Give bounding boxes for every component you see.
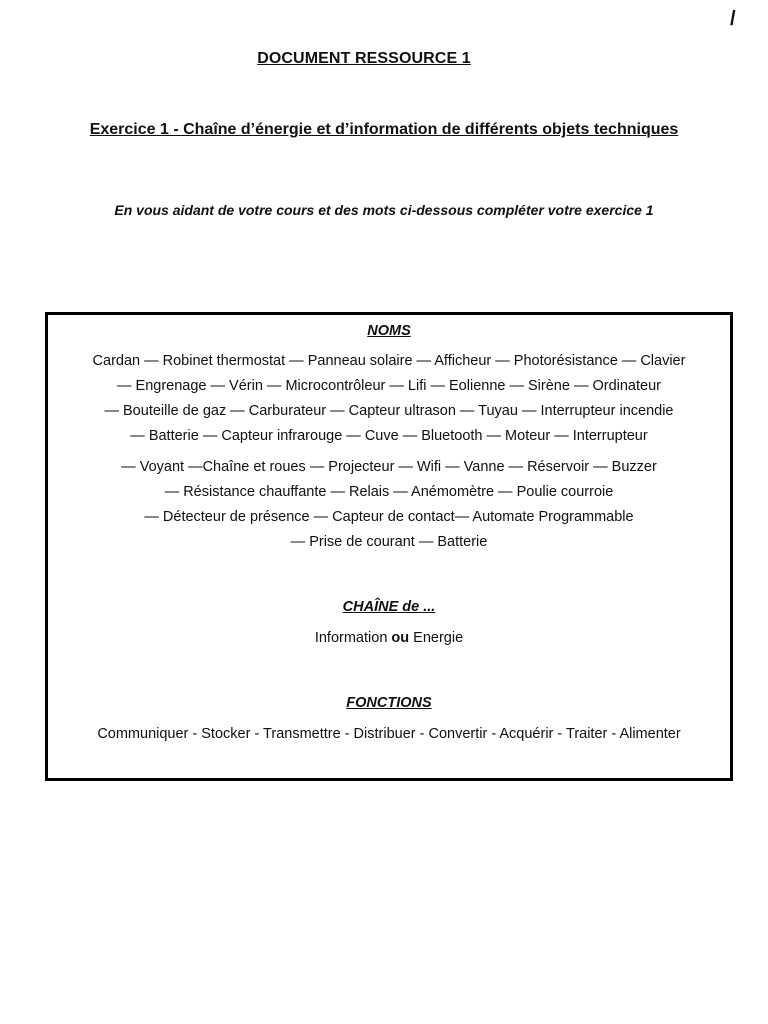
document-title: DOCUMENT RESSOURCE 1 [257,50,471,67]
chain-option-energie: Energie [413,630,464,646]
names-line: — Bouteille de gaz — Carburateur — Capteur ultrason — Tuyau — Interrupteur incendie [104,403,674,419]
names-line: — Résistance chauffante — Relais — Anémomètre — Poulie courroie [164,484,614,500]
page-mark: / [730,8,736,30]
functions-heading: FONCTIONS [346,695,432,711]
instruction-text: En vous aidant de votre cours et des mots ci-dessous compléter votre exercice 1 [114,202,654,218]
names-heading: NOMS [367,323,411,339]
names-line: — Voyant —Chaîne et roues — Projecteur — Wifi — Vanne — Réservoir — Buzzer [121,459,657,475]
names-list [48,349,730,555]
names-line: — Prise de courant — Batterie [290,534,488,550]
names-line: Cardan — Robinet thermostat — Panneau solaire — Afficheur — Photorésistance — Clavier [92,353,686,369]
chain-heading: CHAÎNE de ... [342,599,436,615]
names-line: — Batterie — Capteur infrarouge — Cuve — Bluetooth — Moteur — Interrupteur [130,428,648,444]
chain-options [48,630,730,646]
exercise-title: Exercice 1 - Chaîne d’énergie et d’information de différents objets techniques [89,121,679,138]
chain-option-information: Information [314,630,388,646]
functions-list: Communiquer - Stocker - Transmettre - Distribuer - Convertir - Acquérir - Traiter - Alimenter [97,726,681,742]
names-line: — Détecteur de présence — Capteur de contact— Automate Programmable [144,509,634,525]
names-line: — Engrenage — Vérin — Microcontrôleur — Lifi — Eolienne — Sirène — Ordinateur [117,378,661,394]
chain-connector: ou [391,630,410,646]
word-bank-box [45,312,733,781]
